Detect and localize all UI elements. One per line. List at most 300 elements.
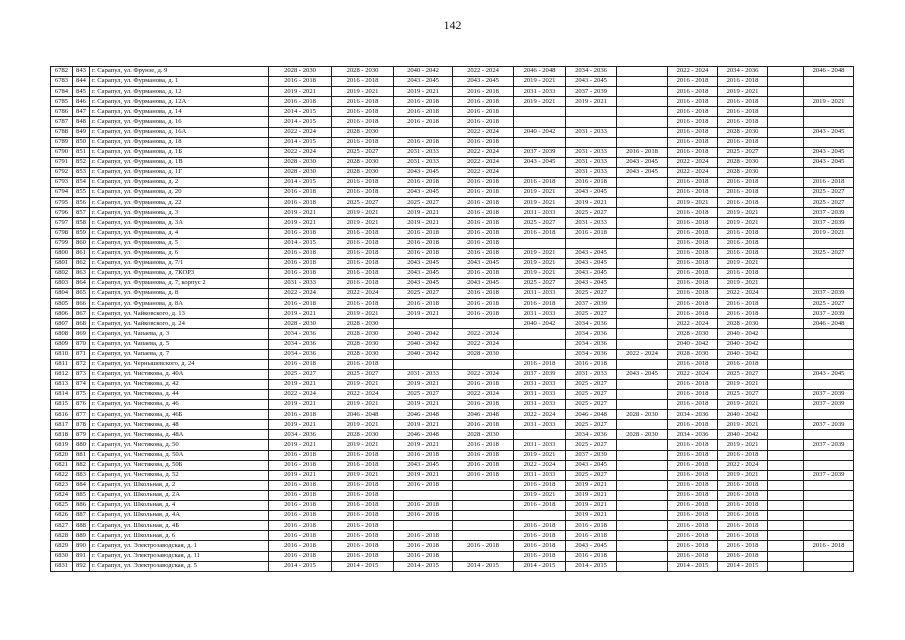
cell-col-d: 2022 - 2024 — [453, 369, 514, 379]
cell-address: г. Сарапул, ул. Школьная, д. 2 — [90, 480, 269, 490]
cell-col-g — [617, 289, 668, 299]
table-row — [51, 390, 854, 400]
cell-col-c: 2016 - 2018 — [394, 541, 453, 551]
cell-col-e: 2016 - 2018 — [514, 480, 566, 490]
cell-row-sub-id: 854 — [73, 178, 90, 188]
cell-col-k — [804, 551, 854, 561]
cell-row-sub-id: 868 — [73, 319, 90, 329]
cell-col-k: 2037 - 2039 — [804, 309, 854, 319]
cell-col-h: 2014 - 2015 — [668, 561, 718, 571]
cell-col-d: 2022 - 2024 — [453, 329, 514, 339]
cell-col-i: 2022 - 2024 — [718, 460, 768, 470]
cell-col-g — [617, 490, 668, 500]
cell-address: г. Сарапул, ул. Электрозаводская, д. 5 — [90, 561, 269, 571]
cell-row-id: 6807 — [51, 319, 73, 329]
cell-col-a: 2016 - 2018 — [269, 410, 332, 420]
cell-row-id: 6794 — [51, 188, 73, 198]
cell-col-f: 2043 - 2045 — [566, 278, 617, 288]
cell-col-a: 2019 - 2021 — [269, 208, 332, 218]
cell-col-k — [804, 521, 854, 531]
cell-col-e: 2031 - 2033 — [514, 470, 566, 480]
cell-col-e — [514, 339, 566, 349]
cell-col-e: 2019 - 2021 — [514, 97, 566, 107]
cell-col-j — [768, 238, 804, 248]
cell-address: г. Сарапул, ул. Чапаева, д. 7 — [90, 349, 269, 359]
cell-col-d: 2022 - 2024 — [453, 127, 514, 137]
cell-col-i: 2016 - 2018 — [718, 107, 768, 117]
cell-row-id: 6825 — [51, 501, 73, 511]
cell-col-k — [804, 511, 854, 521]
cell-row-id: 6789 — [51, 137, 73, 147]
cell-col-h: 2016 - 2018 — [668, 551, 718, 561]
cell-col-g — [617, 117, 668, 127]
cell-row-sub-id: 863 — [73, 268, 90, 278]
cell-col-b: 2019 - 2021 — [332, 379, 394, 389]
cell-row-id: 6786 — [51, 107, 73, 117]
cell-col-d: 2016 - 2018 — [453, 450, 514, 460]
table-row — [51, 501, 854, 511]
cell-row-sub-id: 866 — [73, 299, 90, 309]
cell-col-a: 2014 - 2015 — [269, 561, 332, 571]
cell-address: г. Сарапул, ул. Чайковского, д. 13 — [90, 309, 269, 319]
cell-address: г. Сарапул, ул. Школьная, д. 4Б — [90, 521, 269, 531]
table-row — [51, 278, 854, 288]
cell-row-sub-id: 845 — [73, 87, 90, 97]
cell-row-id: 6822 — [51, 470, 73, 480]
cell-col-d — [453, 521, 514, 531]
cell-col-c — [394, 319, 453, 329]
cell-address: г. Сарапул, ул. Фурманова, д. 7, корпус 2 — [90, 278, 269, 288]
cell-col-c: 2016 - 2018 — [394, 531, 453, 541]
cell-row-sub-id: 883 — [73, 470, 90, 480]
cell-col-c: 2016 - 2018 — [394, 480, 453, 490]
cell-row-id: 6799 — [51, 238, 73, 248]
cell-col-f: 2025 - 2027 — [566, 289, 617, 299]
cell-row-id: 6827 — [51, 521, 73, 531]
cell-col-j — [768, 198, 804, 208]
cell-col-j — [768, 117, 804, 127]
table-body — [51, 67, 854, 572]
cell-col-g — [617, 511, 668, 521]
cell-col-k: 2037 - 2039 — [804, 420, 854, 430]
cell-col-k — [804, 490, 854, 500]
cell-col-d — [453, 551, 514, 561]
cell-col-h: 2016 - 2018 — [668, 97, 718, 107]
cell-address: г. Сарапул, ул. Фурманова, д. 1Г — [90, 167, 269, 177]
cell-col-b: 2016 - 2018 — [332, 551, 394, 561]
cell-col-e: 2037 - 2039 — [514, 147, 566, 157]
cell-col-g — [617, 127, 668, 137]
cell-col-i: 2016 - 2018 — [718, 228, 768, 238]
cell-col-e: 2043 - 2045 — [514, 157, 566, 167]
cell-col-k — [804, 167, 854, 177]
cell-col-f: 2025 - 2027 — [566, 390, 617, 400]
cell-col-a: 2019 - 2021 — [269, 420, 332, 430]
cell-col-h: 2016 - 2018 — [668, 420, 718, 430]
cell-col-a: 2016 - 2018 — [269, 541, 332, 551]
cell-col-a: 2014 - 2015 — [269, 117, 332, 127]
table-row — [51, 268, 854, 278]
cell-col-a: 2016 - 2018 — [269, 450, 332, 460]
cell-col-k: 2037 - 2039 — [804, 289, 854, 299]
cell-col-i: 2025 - 2027 — [718, 147, 768, 157]
cell-col-f: 2031 - 2033 — [566, 147, 617, 157]
cell-col-i: 2016 - 2018 — [718, 551, 768, 561]
table-row — [51, 137, 854, 147]
cell-col-g — [617, 359, 668, 369]
cell-col-b: 2025 - 2027 — [332, 198, 394, 208]
cell-col-f: 2016 - 2018 — [566, 531, 617, 541]
cell-col-j — [768, 339, 804, 349]
cell-col-a: 2016 - 2018 — [269, 97, 332, 107]
cell-col-k: 2025 - 2027 — [804, 299, 854, 309]
cell-col-g — [617, 309, 668, 319]
cell-col-d — [453, 490, 514, 500]
cell-col-k — [804, 450, 854, 460]
cell-row-id: 6819 — [51, 440, 73, 450]
cell-col-b: 2028 - 2030 — [332, 430, 394, 440]
cell-col-d: 2028 - 2030 — [453, 430, 514, 440]
cell-address: г. Сарапул, ул. Школьная, д. 4 — [90, 501, 269, 511]
cell-col-k — [804, 410, 854, 420]
cell-col-j — [768, 400, 804, 410]
cell-col-h: 2028 - 2030 — [668, 329, 718, 339]
cell-address: г. Сарапул, ул. Фурманова, д. 22 — [90, 198, 269, 208]
table-row — [51, 117, 854, 127]
cell-col-d: 2022 - 2024 — [453, 67, 514, 77]
cell-col-a: 2028 - 2030 — [269, 319, 332, 329]
cell-row-sub-id: 847 — [73, 107, 90, 117]
cell-col-c: 2016 - 2018 — [394, 178, 453, 188]
cell-col-e: 2031 - 2033 — [514, 400, 566, 410]
cell-col-d — [453, 511, 514, 521]
cell-col-g: 2043 - 2045 — [617, 157, 668, 167]
cell-row-sub-id: 887 — [73, 511, 90, 521]
cell-col-j — [768, 319, 804, 329]
table-row — [51, 561, 854, 571]
cell-col-f: 2016 - 2018 — [566, 359, 617, 369]
cell-col-a: 2031 - 2033 — [269, 278, 332, 288]
cell-col-a: 2016 - 2018 — [269, 359, 332, 369]
cell-col-k: 2025 - 2027 — [804, 198, 854, 208]
table-row — [51, 410, 854, 420]
cell-col-a: 2025 - 2027 — [269, 369, 332, 379]
cell-col-h: 2034 - 2036 — [668, 410, 718, 420]
cell-col-i: 2016 - 2018 — [718, 450, 768, 460]
cell-col-h: 2022 - 2024 — [668, 319, 718, 329]
cell-col-d: 2016 - 2018 — [453, 420, 514, 430]
cell-address: г. Сарапул, ул. Школьная, д. 2А — [90, 490, 269, 500]
cell-col-f: 2025 - 2027 — [566, 420, 617, 430]
table-row — [51, 248, 854, 258]
cell-col-g — [617, 521, 668, 531]
cell-col-g — [617, 198, 668, 208]
cell-address: г. Сарапул, ул. Электрозаводская, д. 1 — [90, 541, 269, 551]
cell-col-f: 2016 - 2018 — [566, 228, 617, 238]
cell-col-j — [768, 460, 804, 470]
cell-col-b: 2019 - 2021 — [332, 440, 394, 450]
cell-col-e: 2022 - 2024 — [514, 410, 566, 420]
cell-col-b: 2016 - 2018 — [332, 228, 394, 238]
cell-col-j — [768, 157, 804, 167]
cell-row-sub-id: 846 — [73, 97, 90, 107]
cell-address: г. Сарапул, ул. Чистякова, д. 52 — [90, 470, 269, 480]
cell-address: г. Сарапул, ул. Фурманова, д. 8А — [90, 299, 269, 309]
cell-col-k: 2019 - 2021 — [804, 228, 854, 238]
cell-col-g: 2028 - 2030 — [617, 410, 668, 420]
cell-col-e: 2031 - 2033 — [514, 420, 566, 430]
cell-col-j — [768, 137, 804, 147]
cell-col-a: 2016 - 2018 — [269, 258, 332, 268]
cell-col-d: 2016 - 2018 — [453, 137, 514, 147]
cell-col-d: 2016 - 2018 — [453, 238, 514, 248]
cell-col-i: 2019 - 2021 — [718, 420, 768, 430]
cell-col-e: 2016 - 2018 — [514, 551, 566, 561]
cell-address: г. Сарапул, ул. Фурманова, д. 20 — [90, 188, 269, 198]
cell-col-c: 2016 - 2018 — [394, 248, 453, 258]
cell-col-i: 2028 - 2030 — [718, 157, 768, 167]
cell-col-c: 2046 - 2048 — [394, 410, 453, 420]
cell-col-g — [617, 299, 668, 309]
cell-col-b: 2016 - 2018 — [332, 117, 394, 127]
cell-row-sub-id: 861 — [73, 248, 90, 258]
table-row — [51, 379, 854, 389]
cell-col-d: 2016 - 2018 — [453, 460, 514, 470]
cell-col-e: 2019 - 2021 — [514, 188, 566, 198]
cell-col-e: 2016 - 2018 — [514, 541, 566, 551]
cell-col-e — [514, 137, 566, 147]
table-row — [51, 339, 854, 349]
cell-row-sub-id: 860 — [73, 238, 90, 248]
cell-col-a: 2016 - 2018 — [269, 460, 332, 470]
cell-col-b: 2016 - 2018 — [332, 299, 394, 309]
cell-col-b: 2019 - 2021 — [332, 87, 394, 97]
cell-col-a: 2034 - 2036 — [269, 329, 332, 339]
table-row — [51, 490, 854, 500]
cell-col-f: 2025 - 2027 — [566, 309, 617, 319]
table-row — [51, 329, 854, 339]
cell-col-k — [804, 87, 854, 97]
cell-address: г. Сарапул, ул. Фурманова, д. 18 — [90, 137, 269, 147]
cell-col-c: 2025 - 2027 — [394, 289, 453, 299]
cell-col-i: 2016 - 2018 — [718, 137, 768, 147]
cell-col-a: 2014 - 2015 — [269, 238, 332, 248]
cell-col-f: 2019 - 2021 — [566, 480, 617, 490]
cell-col-k: 2025 - 2027 — [804, 248, 854, 258]
cell-col-e: 2046 - 2048 — [514, 67, 566, 77]
cell-row-sub-id: 867 — [73, 309, 90, 319]
cell-row-id: 6815 — [51, 400, 73, 410]
cell-col-h: 2022 - 2024 — [668, 67, 718, 77]
cell-col-g — [617, 400, 668, 410]
cell-col-i: 2019 - 2021 — [718, 379, 768, 389]
cell-col-k — [804, 137, 854, 147]
cell-col-a: 2019 - 2021 — [269, 379, 332, 389]
cell-col-f: 2019 - 2021 — [566, 97, 617, 107]
cell-col-g — [617, 268, 668, 278]
cell-col-a: 2028 - 2030 — [269, 67, 332, 77]
cell-col-b: 2028 - 2030 — [332, 167, 394, 177]
cell-col-d: 2043 - 2045 — [453, 278, 514, 288]
cell-col-b: 2016 - 2018 — [332, 278, 394, 288]
cell-row-sub-id: 871 — [73, 349, 90, 359]
cell-col-f: 2016 - 2018 — [566, 521, 617, 531]
cell-col-i: 2019 - 2021 — [718, 258, 768, 268]
cell-col-b: 2014 - 2015 — [332, 561, 394, 571]
cell-col-k — [804, 561, 854, 571]
cell-address: г. Сарапул, ул. Фурманова, д. 12А — [90, 97, 269, 107]
page-number: 142 — [443, 18, 462, 32]
cell-row-sub-id: 872 — [73, 359, 90, 369]
cell-col-b: 2016 - 2018 — [332, 511, 394, 521]
cell-col-g — [617, 228, 668, 238]
cell-col-c — [394, 490, 453, 500]
cell-col-d: 2016 - 2018 — [453, 470, 514, 480]
cell-col-k: 2037 - 2039 — [804, 470, 854, 480]
cell-row-id: 6783 — [51, 77, 73, 87]
cell-address: г. Сарапул, ул. Фурманова, д. 1В — [90, 157, 269, 167]
cell-col-c: 2043 - 2045 — [394, 188, 453, 198]
cell-col-c: 2019 - 2021 — [394, 400, 453, 410]
cell-col-k — [804, 379, 854, 389]
cell-col-c: 2019 - 2021 — [394, 470, 453, 480]
cell-col-c: 2046 - 2048 — [394, 430, 453, 440]
cell-col-i: 2016 - 2018 — [718, 541, 768, 551]
cell-col-e — [514, 167, 566, 177]
cell-col-c: 2016 - 2018 — [394, 228, 453, 238]
cell-col-c: 2019 - 2021 — [394, 440, 453, 450]
cell-address: г. Сарапул, ул. Школьная, д. 4А — [90, 511, 269, 521]
table-row — [51, 238, 854, 248]
cell-col-b: 2016 - 2018 — [332, 359, 394, 369]
cell-address: г. Сарапул, ул. Чистякова, д. 40А — [90, 369, 269, 379]
cell-col-b: 2016 - 2018 — [332, 531, 394, 541]
cell-row-id: 6804 — [51, 289, 73, 299]
cell-col-c: 2019 - 2021 — [394, 309, 453, 319]
cell-col-j — [768, 420, 804, 430]
cell-col-c: 2014 - 2015 — [394, 561, 453, 571]
cell-col-c: 2040 - 2042 — [394, 329, 453, 339]
cell-col-j — [768, 278, 804, 288]
cell-col-k — [804, 278, 854, 288]
cell-col-h: 2016 - 2018 — [668, 107, 718, 117]
cell-col-h: 2028 - 2030 — [668, 349, 718, 359]
cell-row-id: 6785 — [51, 97, 73, 107]
cell-col-b: 2046 - 2048 — [332, 410, 394, 420]
cell-col-j — [768, 77, 804, 87]
cell-row-sub-id: 877 — [73, 410, 90, 420]
cell-address: г. Сарапул, ул. Фурманова, д. 7/1 — [90, 258, 269, 268]
cell-col-k — [804, 77, 854, 87]
cell-col-e: 2019 - 2021 — [514, 77, 566, 87]
cell-col-f: 2016 - 2018 — [566, 178, 617, 188]
table-row — [51, 87, 854, 97]
cell-col-f: 2016 - 2018 — [566, 551, 617, 561]
cell-col-i: 2016 - 2018 — [718, 97, 768, 107]
cell-col-f — [566, 238, 617, 248]
table-row — [51, 450, 854, 460]
cell-col-b: 2019 - 2021 — [332, 208, 394, 218]
cell-col-d: 2016 - 2018 — [453, 379, 514, 389]
cell-col-g — [617, 551, 668, 561]
cell-col-c: 2031 - 2033 — [394, 369, 453, 379]
cell-col-h: 2016 - 2018 — [668, 440, 718, 450]
table-row — [51, 440, 854, 450]
cell-col-c — [394, 521, 453, 531]
table-row — [51, 97, 854, 107]
cell-col-e: 2016 - 2018 — [514, 531, 566, 541]
cell-col-h: 2016 - 2018 — [668, 511, 718, 521]
cell-col-c: 2016 - 2018 — [394, 299, 453, 309]
cell-row-sub-id: 891 — [73, 551, 90, 561]
cell-col-i: 2016 - 2018 — [718, 490, 768, 500]
table-row — [51, 460, 854, 470]
cell-row-sub-id: 864 — [73, 278, 90, 288]
cell-col-h: 2016 - 2018 — [668, 299, 718, 309]
cell-row-id: 6830 — [51, 551, 73, 561]
cell-row-id: 6790 — [51, 147, 73, 157]
table-row — [51, 521, 854, 531]
cell-row-sub-id: 881 — [73, 450, 90, 460]
cell-col-b: 2016 - 2018 — [332, 107, 394, 117]
cell-row-sub-id: 849 — [73, 127, 90, 137]
cell-address: г. Сарапул, ул. Чистякова, д. 48 — [90, 420, 269, 430]
cell-address: г. Сарапул, ул. Чистякова, д. 42 — [90, 379, 269, 389]
cell-col-i: 2040 - 2042 — [718, 430, 768, 440]
cell-col-k: 2016 - 2018 — [804, 541, 854, 551]
cell-col-g — [617, 480, 668, 490]
cell-col-d: 2016 - 2018 — [453, 440, 514, 450]
cell-col-d: 2016 - 2018 — [453, 289, 514, 299]
cell-col-e: 2031 - 2033 — [514, 440, 566, 450]
cell-row-sub-id: 856 — [73, 198, 90, 208]
cell-col-k — [804, 430, 854, 440]
cell-row-sub-id: 880 — [73, 440, 90, 450]
cell-col-c: 2016 - 2018 — [394, 511, 453, 521]
cell-col-e: 2031 - 2033 — [514, 87, 566, 97]
cell-col-f: 2025 - 2027 — [566, 470, 617, 480]
table-row — [51, 198, 854, 208]
cell-address: г. Сарапул, ул. Фурманова, д. 12 — [90, 87, 269, 97]
cell-col-a: 2022 - 2024 — [269, 127, 332, 137]
cell-row-sub-id: 874 — [73, 379, 90, 389]
cell-address: г. Сарапул, ул. Школьная, д. 6 — [90, 531, 269, 541]
table-row — [51, 400, 854, 410]
cell-col-i: 2040 - 2042 — [718, 410, 768, 420]
cell-col-k — [804, 329, 854, 339]
cell-row-id: 6788 — [51, 127, 73, 137]
cell-col-i: 2028 - 2030 — [718, 127, 768, 137]
cell-col-j — [768, 299, 804, 309]
cell-col-h: 2022 - 2024 — [668, 167, 718, 177]
cell-col-a: 2034 - 2036 — [269, 349, 332, 359]
cell-row-sub-id: 852 — [73, 157, 90, 167]
cell-col-e: 2016 - 2018 — [514, 359, 566, 369]
cell-col-e — [514, 329, 566, 339]
cell-col-c: 2016 - 2018 — [394, 501, 453, 511]
cell-col-f: 2031 - 2033 — [566, 369, 617, 379]
cell-col-i: 2040 - 2042 — [718, 329, 768, 339]
cell-address: г. Сарапул, ул. Фурманова, д. 16А — [90, 127, 269, 137]
cell-col-j — [768, 501, 804, 511]
cell-col-a: 2016 - 2018 — [269, 228, 332, 238]
cell-col-j — [768, 430, 804, 440]
table-row — [51, 349, 854, 359]
cell-col-i: 2040 - 2042 — [718, 339, 768, 349]
cell-col-c: 2016 - 2018 — [394, 107, 453, 117]
cell-col-h: 2016 - 2018 — [668, 87, 718, 97]
cell-col-h: 2019 - 2021 — [668, 198, 718, 208]
